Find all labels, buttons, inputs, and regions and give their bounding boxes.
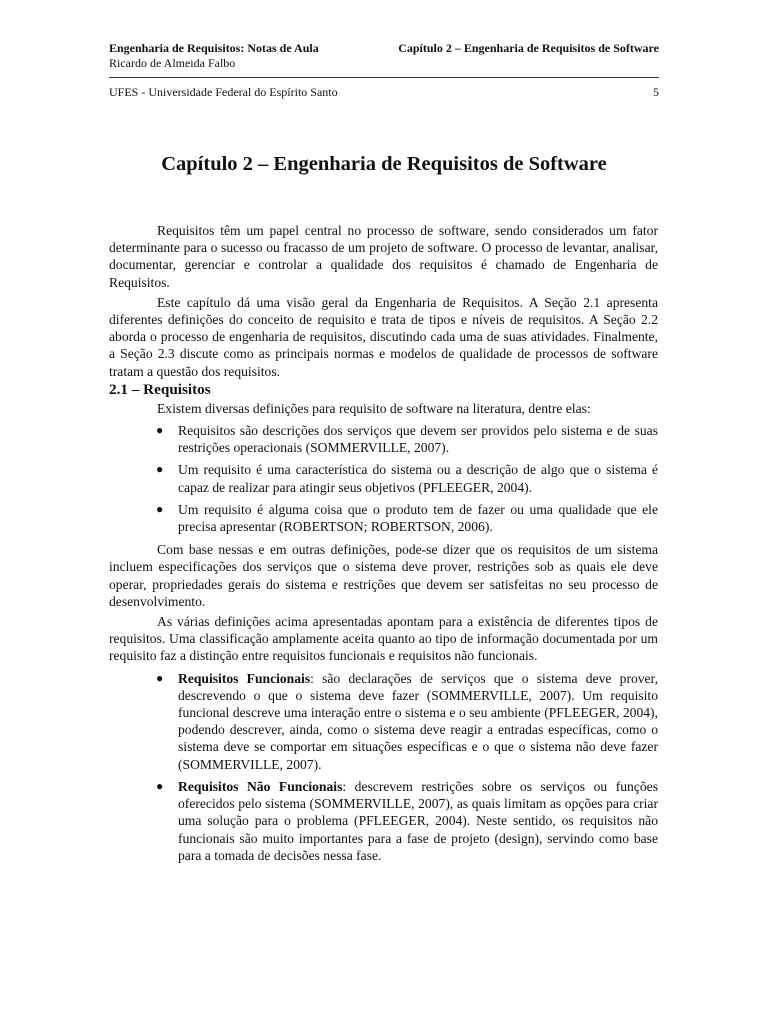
bullet-icon: ● [156,778,164,793]
chapter-title: Capítulo 2 – Engenharia de Requisitos de Software [161,153,607,175]
list-item [109,501,658,535]
definition-text: Um requisito é alguma coisa que o produto tem de fazer ou uma qualidade que ele precisa apresentar (ROBERTSON; ROBERTSON, 2006). [178,501,658,535]
definition-text: Um requisito é uma característica do sistema ou a descrição de algo que o sistema é capaz de realizar para atingir seus objetivos (PFLEEGER, 2004). [178,462,658,495]
type-description: : descrevem restrições sobre os serviços ou funções oferecidos pelo sistema (SOMMERVILLE, 2007), as quais limitam as opções para criar uma solução para o problema (PFLEEGER, 2004). Neste sentido, os requisitos não funcionais são muito importantes para a fase de projeto (design), servindo como base para a tomada de decisões nessa fase. [178,778,658,863]
definitions-list [109,422,658,535]
intro-paragraph-1: Requisitos têm um papel central no processo de software, sendo considerados um fator determinante para o sucesso ou fracasso de um projeto de software. O processo de levantar, analisar, documentar, gerenciar e controlar a qualidade dos requisitos é chamado de Engenharia de Requisitos. [109,223,658,290]
header-divider [109,77,659,78]
page-number: 5 [653,85,659,99]
section-heading: 2.1 – Requisitos [109,380,211,398]
bullet-icon: ● [156,423,164,438]
bullet-icon: ● [156,462,164,477]
bullet-icon: ● [156,670,164,685]
bullet-icon: ● [156,501,164,516]
running-header [109,41,659,71]
list-item [109,422,658,456]
type-term: Requisitos Não Funcionais [178,778,343,794]
type-term: Requisitos Funcionais [178,670,311,686]
header-institution: UFES - Universidade Federal do Espírito Santo [109,85,338,99]
header-institution-row [109,85,659,100]
list-item [109,778,658,864]
list-item [109,670,658,773]
body-text [109,222,658,864]
header-author: Ricardo de Almeida Falbo [109,56,236,70]
list-item [109,461,658,495]
paragraph-requirement-types: As várias definições acima apresentadas apontam para a existência de diferentes tipos de requisitos. Uma classificação amplamente aceita quanto ao tipo de informação documentada por um requisito faz a distinção entre requisitos funcionais e requisitos não funcionais. [109,614,658,664]
intro-paragraph-2: Este capítulo dá uma visão geral da Engenharia de Requisitos. A Seção 2.1 apresenta diferentes definições do conceito de requisito e trata de tipos e níveis de requisitos. A Seção 2.2 aborda o processo de engenharia de requisitos, discutindo cada uma de suas atividades. Finalmente, a Seção 2.3 discute como as principais normas e modelos de qualidade de processos de software tratam a questão dos requisitos. [109,294,658,379]
requirement-types-list [109,670,658,864]
type-description: : são declarações de serviços que o sistema deve prover, descrevendo o que o sistema deve fazer (SOMMERVILLE, 2007). Um requisito funcional descreve uma interação entre o sistema e o seu ambiente (PFLEEGER, 2004), podendo descrever, ainda, como o sistema deve reagir a entradas específicas, como o sistema deve se comportar em situações específicas e o que o sistema não deve fazer (SOMMERVILLE, 2007). [178,670,658,772]
definitions-lead: Existem diversas definições para requisito de software na literatura, dentre elas: [157,400,591,416]
header-left-title: Engenharia de Requisitos: Notas de Aula [109,41,319,55]
paragraph-after-definitions: Com base nessas e em outras definições, pode-se dizer que os requisitos de um sistema incluem especificações dos serviços que o sistema deve prover, restrições sob as quais ele deve operar, propriedades gerais do sistema e restrições que devem ser satisfeitas no seu processo de desenvolvimento. [109,542,658,609]
definition-text: Requisitos são descrições dos serviços que devem ser providos pelo sistema e de suas restrições operacionais (SOMMERVILLE, 2007). [178,423,658,456]
header-right-title: Capítulo 2 – Engenharia de Requisitos de Software [398,41,659,55]
